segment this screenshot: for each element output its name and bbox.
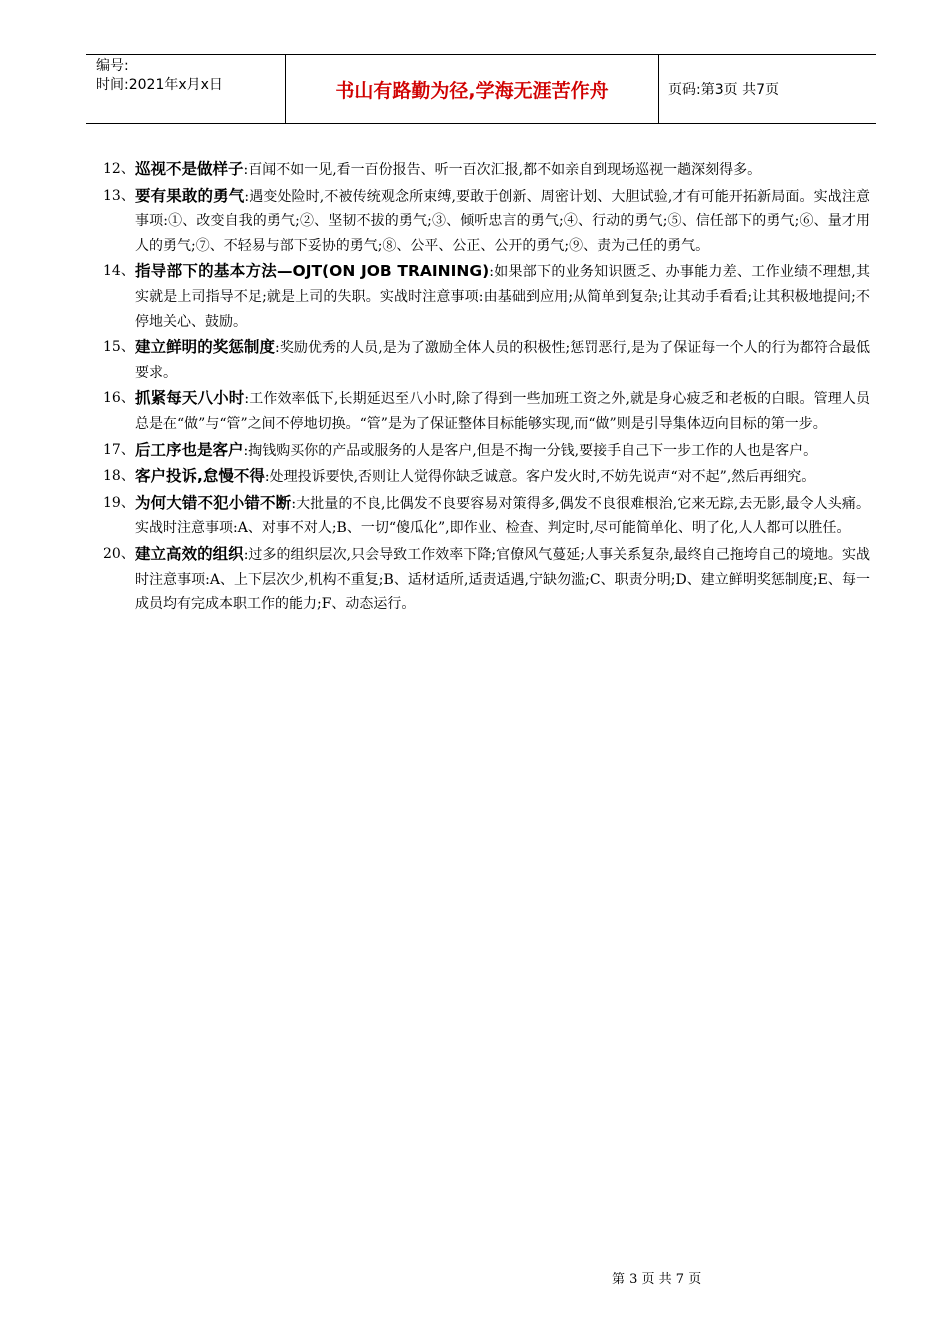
list-item (103, 386, 870, 436)
item-number: 18、 (103, 468, 135, 485)
item-number: 17、 (103, 441, 135, 458)
item-text: :如果部下的业务知识匮乏、办事能力差、工作业绩不理想,其实就是上司指导不足;就是上司的失职。实战时注意事项:由基础到应用;从简单到复杂;让其动手看看;让其积极地提问;不停地关心、鼓励。 (135, 264, 870, 330)
page-header (86, 54, 876, 124)
item-heading: 客户投诉,怠慢不得 (135, 467, 265, 486)
list-item (103, 464, 870, 490)
item-heading: 抓紧每天八小时 (135, 389, 245, 408)
item-text: :过多的组织层次,只会导致工作效率下降;官僚风气蔓延;人事关系复杂,最终自己拖垮自己的境地。实战时注意事项:A、上下层次少,机构不重复;B、适材适所,适责适遇,宁缺勿滥;C、职责分明;D、建立鲜明奖惩制度;E、每一成员均有完成本职工作的能力;F、动态运行。 (135, 546, 870, 613)
item-heading: 指导部下的基本方法—OJT(ON JOB TRAINING) (135, 262, 490, 281)
item-text: :掏钱购买你的产品或服务的人是客户,但是不掏一分钱,要接手自己下一步工作的人也是客户。 (243, 442, 818, 459)
header-motto: 书山有路勤为径,学海无涯苦作舟 (286, 55, 659, 123)
item-text: :大批量的不良,比偶发不良要容易对策得多,偶发不良很难根治,它来无踪,去无影,最令人头痛。实战时注意事项:A、对事不对人;B、一切“傻瓜化”,即作业、检查、判定时,尽可能简单化、明了化,人人都可以胜任。 (135, 495, 870, 537)
item-text: :百闻不如一见,看一百份报告、听一百次汇报,都不如亲自到现场巡视一趟深刻得多。 (243, 162, 762, 178)
item-number: 20、 (103, 545, 135, 562)
list-item (103, 157, 870, 183)
item-heading: 要有果敢的勇气 (135, 186, 245, 205)
header-meta (86, 55, 286, 123)
list-item (103, 335, 870, 385)
item-number: 15、 (103, 339, 135, 356)
item-number: 19、 (103, 494, 135, 511)
list-item (103, 438, 870, 464)
time-label: 时间:2021年x月x日 (96, 77, 223, 93)
number-label: 编号: (96, 58, 129, 74)
item-text: :奖励优秀的人员,是为了激励全体人员的积极性;惩罚恶行,是为了保证每一个人的行为都符合最低要求。 (135, 340, 870, 381)
item-text: :处理投诉要快,否则让人觉得你缺乏诚意。客户发火时,不妨先说声“对不起”,然后再细究。 (264, 469, 816, 486)
item-text: :工作效率低下,长期延迟至八小时,除了得到一些加班工资之外,就是身心疲乏和老板的白眼。管理人员总是在“做”与“管”之间不停地切换。“管”是为了保证整体目标能够实现,而“做”则是引导集体迈向目标的第一步。 (135, 391, 870, 432)
page-footer: 第 3 页 共 7 页 (612, 1272, 702, 1287)
document-body (103, 157, 870, 618)
list-item (103, 184, 870, 259)
list-item (103, 491, 870, 541)
item-text: :遇变处险时,不被传统观念所束缚,要敢于创新、周密计划、大胆试验,才有可能开拓新局面。实战注意事项:①、改变自我的勇气;②、坚韧不拔的勇气;③、倾听忠言的勇气;④、行动的勇气;⑤、信任部下的勇气;⑥、量才用人的勇气;⑦、不轻易与部下妥协的勇气;⑧、公平、公正、公开的勇气;⑨、责为己任的勇气。 (135, 188, 870, 254)
item-number: 13、 (103, 187, 135, 204)
list-item (103, 259, 870, 334)
item-heading: 建立高效的组织 (135, 544, 244, 563)
item-number: 16、 (103, 390, 135, 407)
item-heading: 巡视不是做样子 (135, 160, 244, 178)
list-item (103, 542, 870, 617)
item-number: 12、 (103, 161, 135, 177)
header-page-info: 页码:第3页 共7页 (668, 82, 779, 98)
item-heading: 建立鲜明的奖惩制度 (135, 338, 276, 357)
item-heading: 为何大错不犯小错不断 (135, 493, 292, 512)
item-number: 14、 (103, 263, 135, 280)
item-heading: 后工序也是客户 (135, 440, 244, 459)
